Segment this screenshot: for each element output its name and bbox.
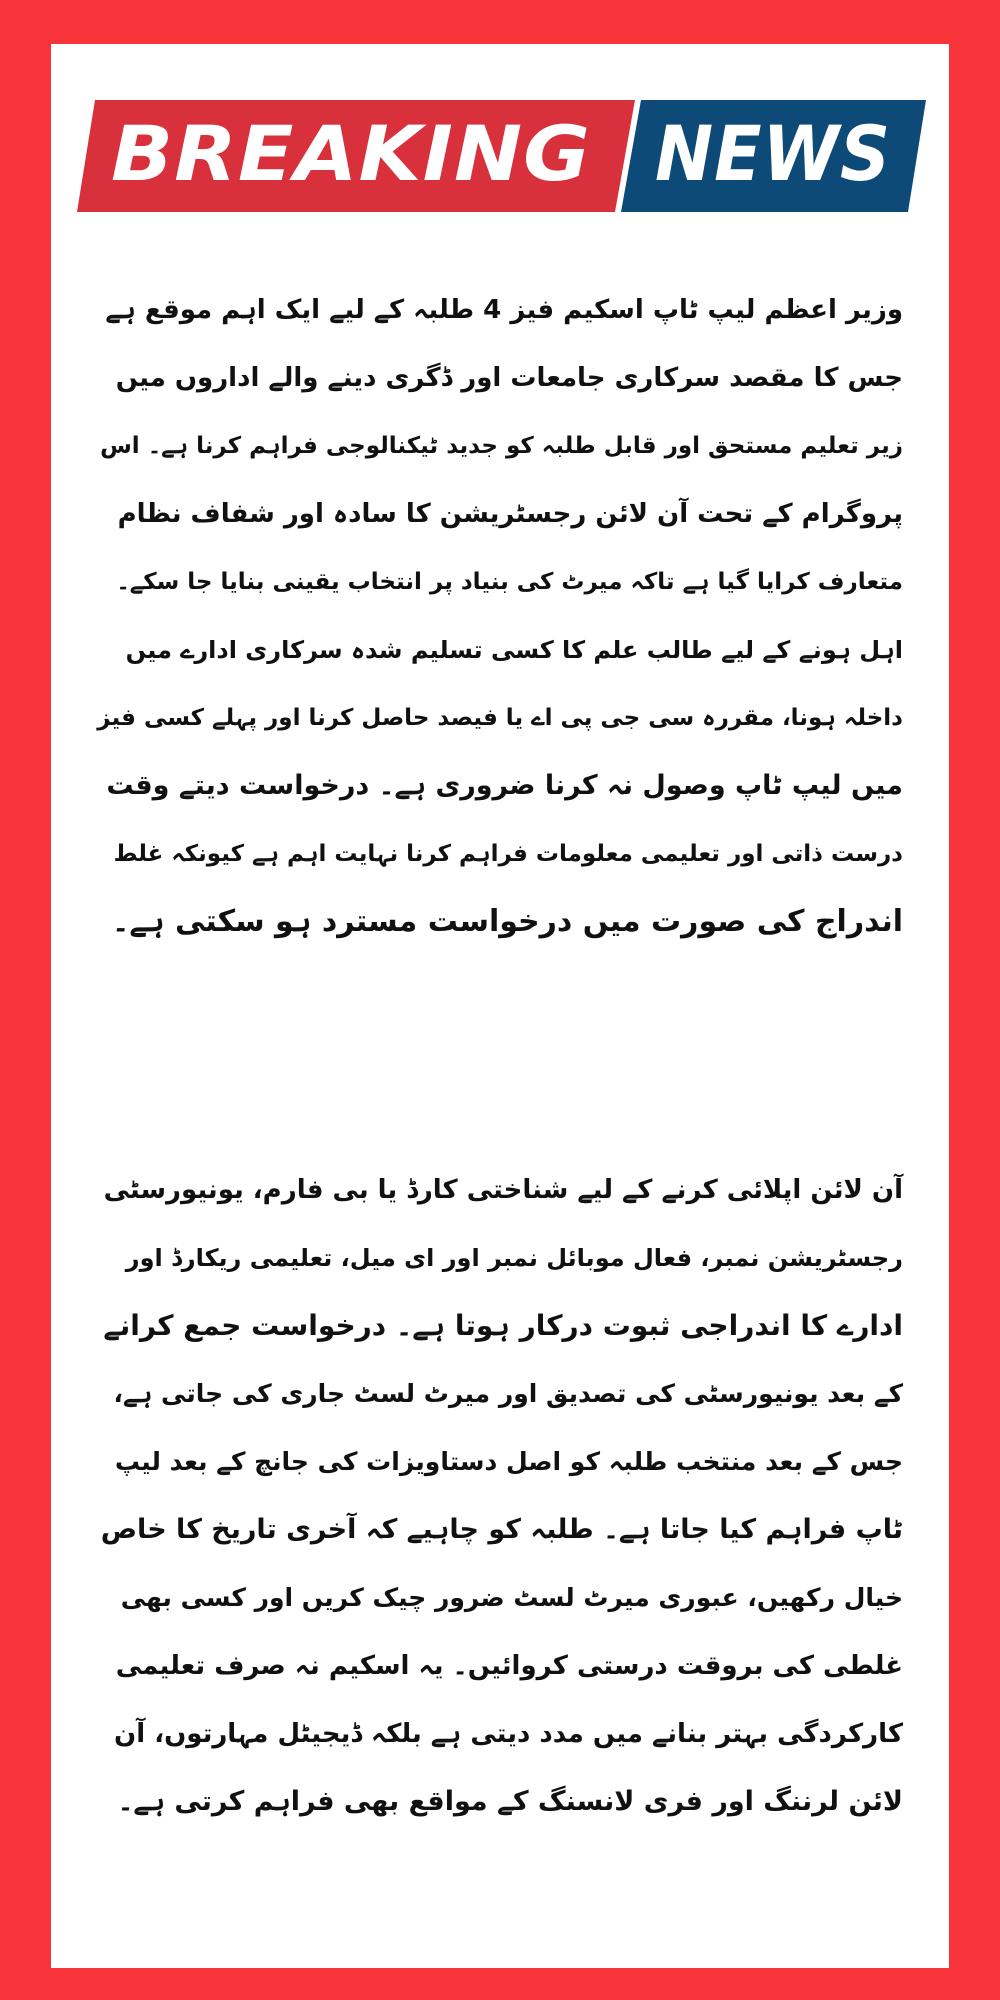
article-card	[51, 44, 949, 1968]
paragraph-line: آن لائن اپلائی کرنے کے لیے شناختی کارڈ یا بی فارم، یونیورسٹی	[103, 1175, 903, 1205]
paragraph-line: میں لیپ ٹاپ وصول نہ کرنا ضروری ہے۔ درخواست دیتے وقت	[106, 770, 903, 801]
paragraph-line: اہل ہونے کے لیے طالب علم کا کسی تسلیم شدہ سرکاری ادارے میں	[125, 636, 903, 664]
paragraph-line: متعارف کرایا گیا ہے تاکہ میرٹ کی بنیاد پر انتخاب یقینی بنایا جا سکے۔	[116, 569, 903, 595]
paragraph-line: ٹاپ فراہم کیا جاتا ہے۔ طلبہ کو چاہیے کہ آخری تاریخ کا خاص	[100, 1514, 903, 1545]
paragraph-line: پروگرام کے تحت آن لائن رجسٹریشن کا سادہ اور شفاف نظام	[117, 499, 903, 529]
paragraph-line: لائن لرننگ اور فری لانسنگ کے مواقع بھی فراہم کرتی ہے۔	[117, 1786, 903, 1817]
paragraph-line: زیر تعلیم مستحق اور قابل طلبہ کو جدید ٹیکنالوجی فراہم کرنا ہے۔ اس	[100, 433, 903, 459]
paragraph-line: وزیر اعظم لیپ ٹاپ اسکیم فیز 4 طلبہ کے لیے ایک اہم موقع ہے	[105, 295, 903, 325]
article-paragraph-2	[95, 1156, 903, 1836]
paragraph-line: خیال رکھیں، عبوری میرٹ لسٹ ضرور چیک کریں اور کسی بھی	[120, 1583, 903, 1612]
paragraph-line: رجسٹریشن نمبر، فعال موبائل نمبر اور ای میل، تعلیمی ریکارڈ اور	[125, 1244, 903, 1272]
paragraph-line: ادارے کا اندراجی ثبوت درکار ہوتا ہے۔ درخواست جمع کرانے	[103, 1309, 903, 1342]
paragraph-line: جس کا مقصد سرکاری جامعات اور ڈگری دینے والے اداروں میں	[115, 363, 903, 393]
banner-word-breaking: BREAKING	[111, 109, 591, 198]
paragraph-line: کارکردگی بہتر بنانے میں مدد دیتی ہے بلکہ ڈیجیٹل مہارتوں، آن	[114, 1719, 903, 1749]
breaking-news-banner-graphic	[77, 100, 926, 212]
paragraph-line: غلطی کی بروقت درستی کروائیں۔ یہ اسکیم نہ صرف تعلیمی	[115, 1651, 903, 1681]
paragraph-line: داخلہ ہونا، مقررہ سی جی پی اے یا فیصد حاصل کرنا اور پہلے کسی فیز	[97, 705, 903, 731]
breaking-news-banner	[77, 100, 926, 212]
paragraph-line: درست ذاتی اور تعلیمی معلومات فراہم کرنا نہایت اہم ہے کیونکہ غلط	[113, 841, 903, 867]
article-paragraph-1	[95, 276, 903, 956]
paragraph-line: جس کے بعد منتخب طلبہ کو اصل دستاویزات کی جانچ کے بعد لیپ	[114, 1447, 903, 1476]
paragraph-line: اندراج کی صورت میں درخواست مسترد ہو سکتی ہے۔	[111, 904, 903, 939]
banner-word-news: NEWS	[655, 109, 891, 198]
paragraph-line: کے بعد یونیورسٹی کی تصدیق اور میرٹ لسٹ جاری کی جاتی ہے،	[113, 1379, 903, 1408]
